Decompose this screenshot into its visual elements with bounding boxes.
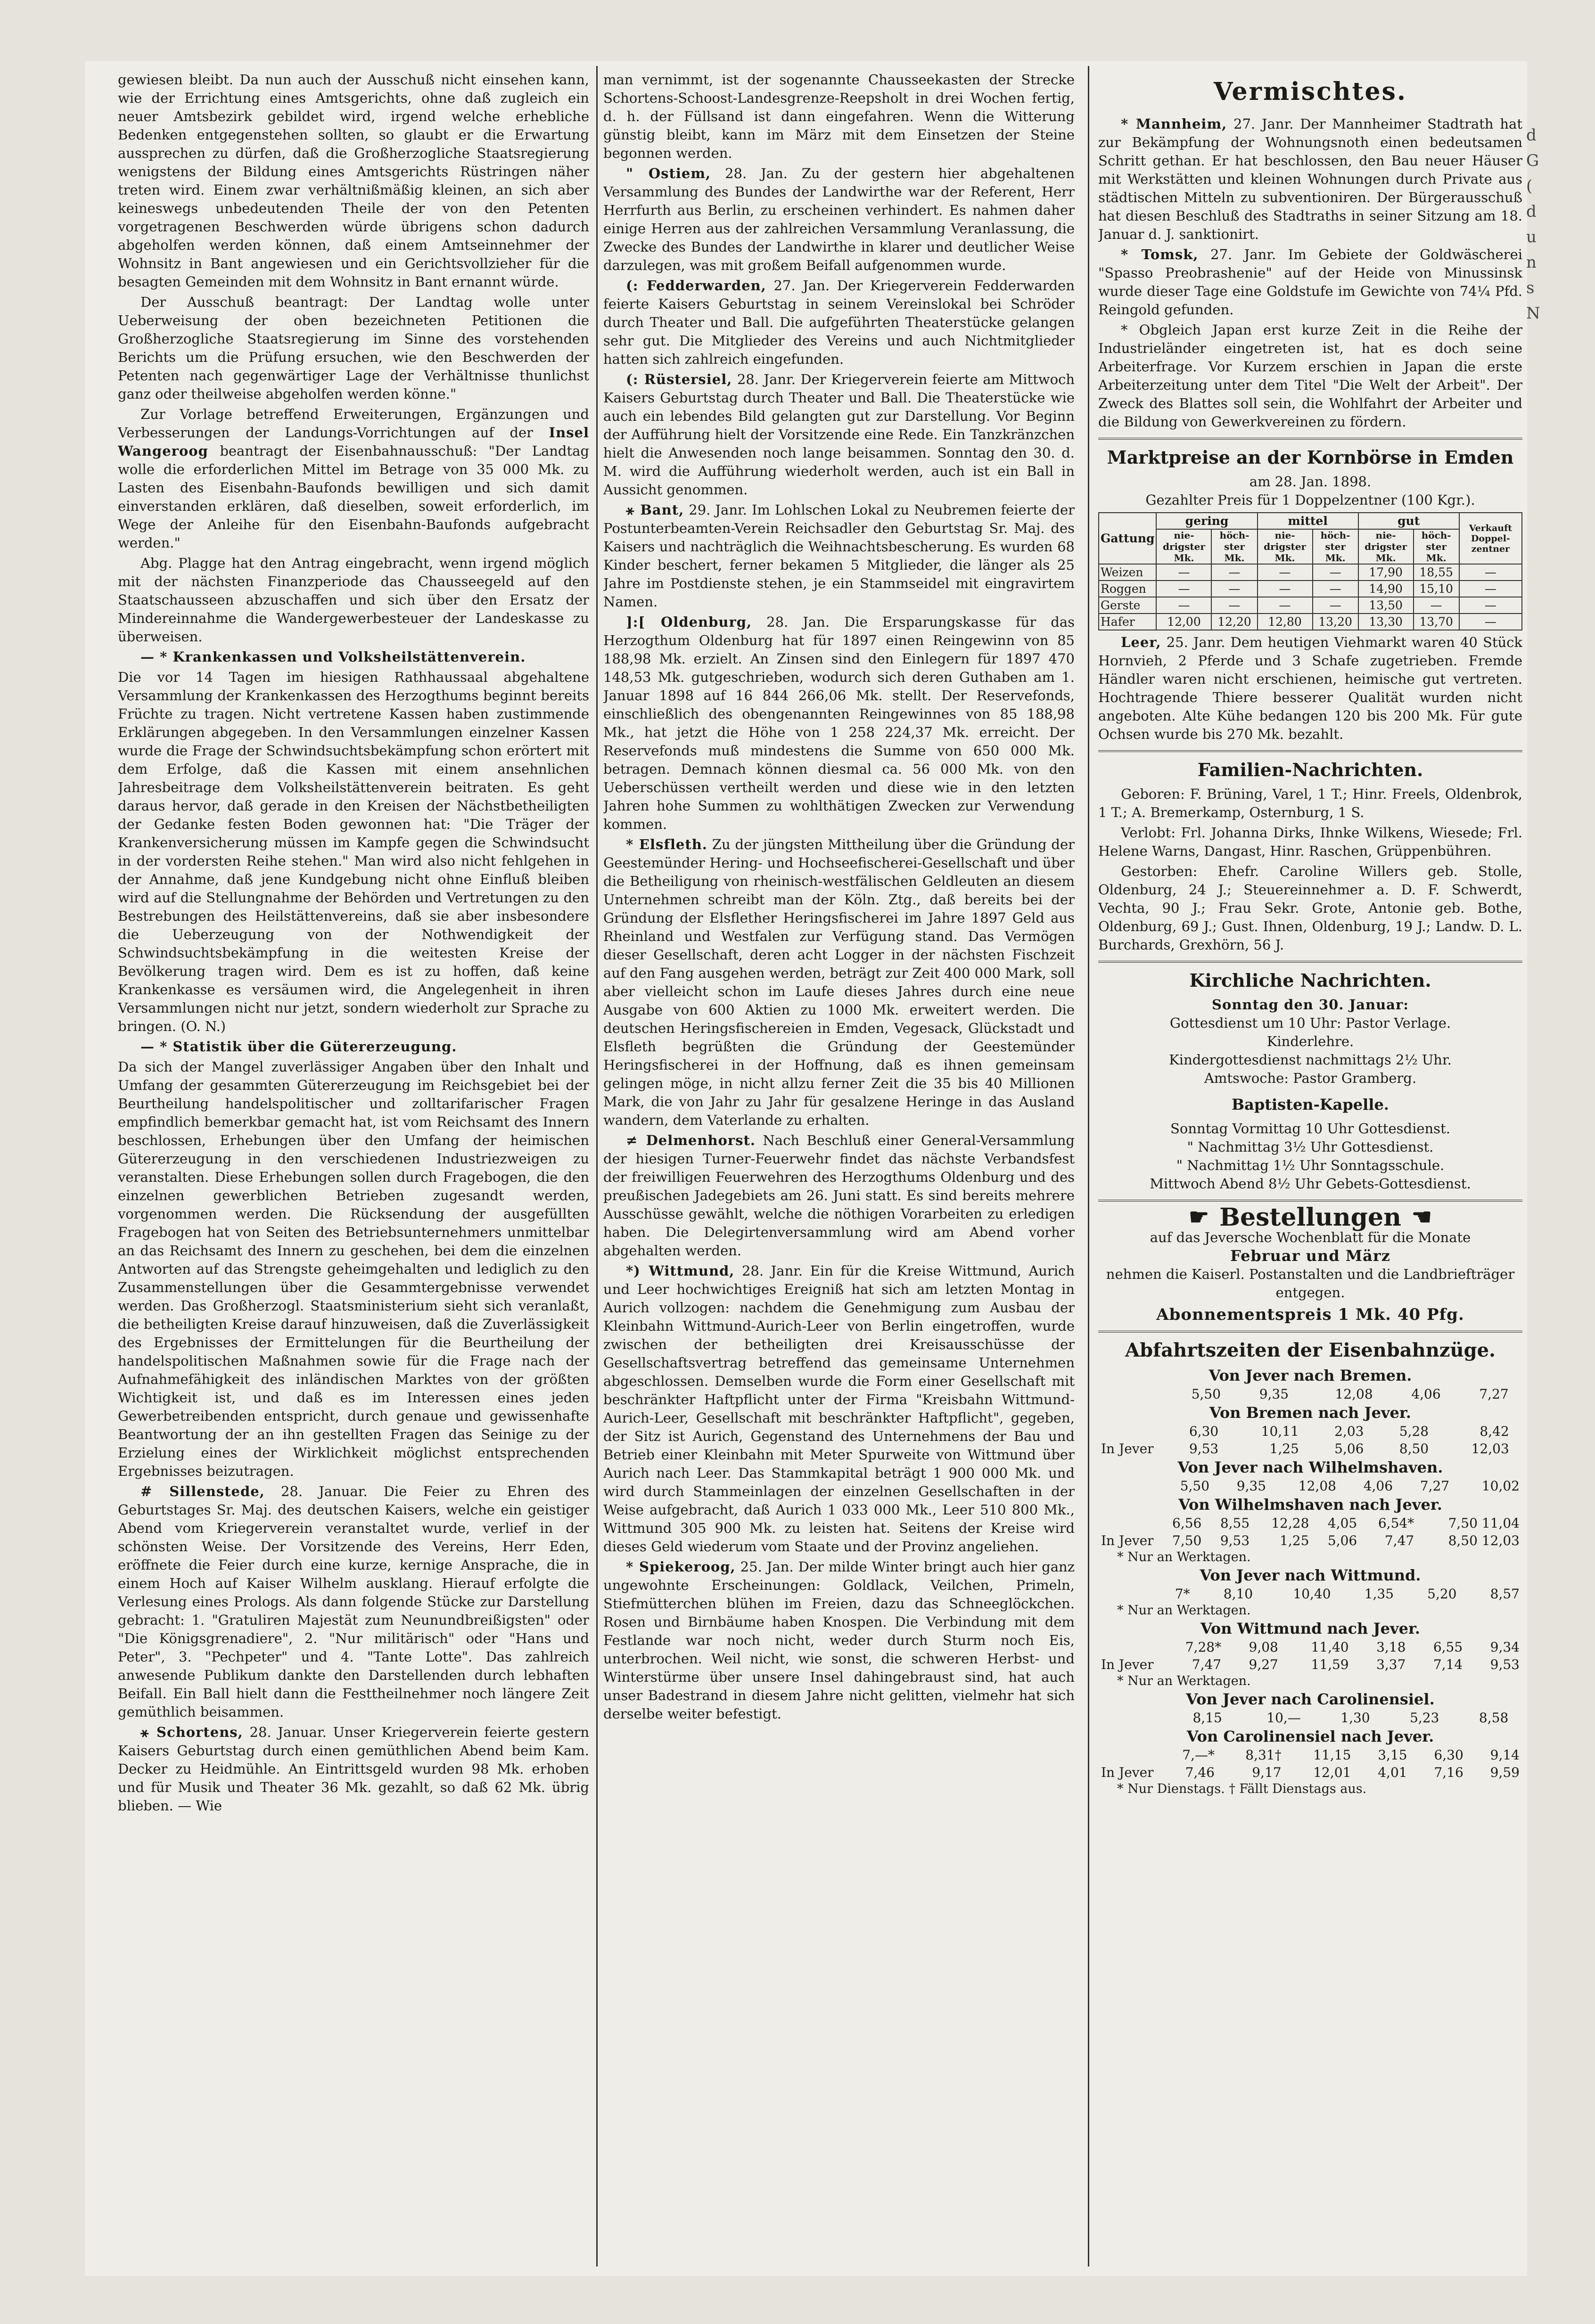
church-line: Gottesdienst um 10 Uhr: Pastor Verlage. [1169, 1015, 1451, 1031]
price-cell: — [1258, 564, 1313, 581]
baptist-line: " Nachmittag 3½ Uhr Gottesdienst. [1187, 1139, 1434, 1155]
article-text: * Tomsk, 27. Janr. Im Gebiete der Goldwäscherei "Spasso Preobrashenie" auf der Heide von Minussinsk wurde dieser Tage eine Goldstufe im Gewichte von 74¼ Pfd. Reingold gefunden. [1098, 246, 1522, 318]
church-line: Kinderlehre. [1266, 1033, 1354, 1049]
route-name: Von Bremen nach Jever. [1209, 1404, 1411, 1422]
article-text: * Spiekeroog, 25. Jan. Der milde Winter bringt auch hier ganz ungewohnte Erscheinungen: Goldlack, Veilchen, Primeln, Stiefmütterchen blühen im Freien, dazu das Schneeglöckchen. Rosen und Birnbäume haben Knospen. Die Verbindung mit dem Festlande war noch nicht, weder durch Sturm noch Eis, unterbrochen. Weil nicht, wie sonst, die schweren Herbst- und Winterstürme über unsere Insel dahingebraust sind, hat auch unser Badestrand in diesem Jahre nicht gelitten, vielmehr hat sich derselbe weiter befestigt. [603, 1559, 1075, 1722]
market-title: Marktpreise an der Kornbörse in Emden [1107, 447, 1514, 468]
column-1 [118, 71, 589, 2262]
departure-time: 11,59 [1311, 1657, 1349, 1672]
departure-time: 5,06 [1327, 1533, 1357, 1548]
price-cell: — [1211, 581, 1257, 597]
departure-time: 9,53 [1490, 1657, 1520, 1672]
departure-time: 6,30 [1189, 1424, 1219, 1439]
route-times [1098, 1585, 1522, 1603]
table-row [1099, 597, 1522, 614]
departure-time [1512, 1423, 1522, 1440]
article-text: ≠ Delmenhorst. Nach Beschluß einer General-Versammlung der hiesigen Turner-Feuerwehr findet das nächste Verbandsfest der freiwilligen Feuerwehren des Herzogthums Oldenburg und des preußischen Jadegebiets am 26. Juni statt. Es sind bereits mehrere Ausschüsse gewählt, welche die nöthigen Vorarbeiten zu erledigen haben. Die Delegirtenversammlung wird am Abend vorher abgehalten werden. [603, 1132, 1075, 1259]
subscription-text: nehmen die Kaiserl. Postanstalten und die Landbriefträger entgegen. [1106, 1266, 1515, 1301]
article-heading: * Tomsk, [1121, 246, 1199, 262]
departure-time [1512, 1440, 1522, 1457]
route-note: * Nur an Werktagen. [1117, 1550, 1251, 1564]
article-text: man vernimmt, ist der sogenannte Chausseekasten der Strecke Schortens-Schoost-Landesgrenze-Reepsholt in drei Wochen fertig, d. h. der Füllsand ist dann eingefahren. Wenn die Witterung günstig bleibt, kann im März mit dem Einsetzen der Steine begonnen werden. [603, 72, 1075, 161]
departure-time: 7,47 [1384, 1533, 1414, 1548]
table-header: Gattung [1099, 513, 1156, 564]
route-name: Von Jever nach Wilhelmshaven. [1177, 1458, 1443, 1476]
church-line: Kindergottesdienst nachmittags 2½ Uhr. [1169, 1052, 1452, 1068]
article-text: ⚹ Bant, 29. Janr. Im Lohlschen Lokal zu Neubremen feierte der Postunterbeamten-Verein Reichsadler den Geburtstag Sr. Maj. des Kaisers und nachträglich die Weihnachtsbescherung. Es wurden 68 Kinder beschert, ferner bekamen 5 Mitglieder, die länger als 25 Jahre im Postdienste stehen, je ein Stammseidel mit eingravirtem Namen. [603, 502, 1075, 610]
departure-time: 7,16 [1434, 1765, 1463, 1780]
column-rule [1088, 66, 1089, 2267]
price-cell: — [1156, 597, 1211, 614]
departure-time: 7,—* [1182, 1747, 1215, 1763]
margin-letter: s [1526, 278, 1535, 297]
price-cell: — [1313, 597, 1358, 614]
subscription-months: Februar und März [1230, 1247, 1390, 1265]
departure-time: 5,50 [1191, 1386, 1221, 1402]
article-text: ⚹ Schortens, 28. Januar. Unser Kriegerverein feierte gestern Kaisers Geburtstag durch einen gemüthlichen Abend beim Kam. Decker zu Heidmühle. An Eintrittsgeld wurden 98 Mk. erhoben und für Musik und Theater 36 Mk. gezahlt, so daß 62 Mk. übrig blieben. — Wie [118, 1724, 589, 1814]
departure-time: 10,11 [1261, 1424, 1299, 1439]
departure-time: 4,01 [1378, 1765, 1407, 1780]
route-times [1098, 1709, 1522, 1727]
price-cell: 12,80 [1258, 614, 1313, 630]
departure-time: 9,27 [1249, 1657, 1278, 1672]
table-row [1098, 1440, 1522, 1457]
route-note: * Nur an Werktagen. [1117, 1674, 1251, 1688]
article-text: Zur Vorlage betreffend Erweiterungen, Ergänzungen und Verbesserungen der Landungs-Vorrichtungen auf der Insel Wangeroog beantragt der Eisenbahnausschuß: "Der Landtag wolle die erforderlichen Mittel im Betrage von 35 000 Mk. zu Lasten des Eisenbahn-Baufonds bewilligen und sich damit einverstanden erklären, daß dieselben, soweit erforderlich, im Wege der Anleihe für den Eisenbahn-Baufonds aufgebracht werden." [118, 406, 589, 551]
departure-time: 1,30 [1340, 1710, 1370, 1726]
article-heading: (: Fedderwarden, [626, 278, 766, 294]
price-cell: — [1313, 581, 1358, 597]
row-label [1098, 1514, 1157, 1532]
divider [1098, 1331, 1522, 1333]
row-label [1098, 1477, 1156, 1495]
departure-time: 12,01 [1313, 1765, 1351, 1780]
row-label [1098, 1423, 1157, 1440]
market-table-body [1099, 564, 1522, 630]
row-label [1098, 1585, 1156, 1603]
departure-time: 7,50 [1172, 1533, 1202, 1548]
route-times [1098, 1477, 1522, 1495]
column-2 [603, 71, 1075, 2262]
article-heading: * Mannheim, [1121, 116, 1227, 132]
train-times-title: Abfahrtszeiten der Eisenbahnzüge. [1125, 1339, 1496, 1361]
departure-time: 6,56 [1172, 1515, 1202, 1531]
departure-time: 7,27 [1479, 1386, 1509, 1402]
margin-letter: u [1526, 228, 1537, 246]
departure-time: 7,14 [1433, 1657, 1463, 1672]
article-heading: " Ostiem, [626, 165, 711, 181]
row-label: In Jever [1101, 1765, 1154, 1780]
route-times [1098, 1514, 1522, 1549]
departure-time: 12,08 [1335, 1386, 1373, 1402]
row-label: In Jever [1101, 1657, 1154, 1672]
article-heading: # Sillenstede, [140, 1483, 265, 1499]
grain-type: Hafer [1099, 614, 1156, 630]
departure-time: 9,35 [1259, 1386, 1289, 1402]
article-text: Der Ausschuß beantragt: Der Landtag wolle unter Ueberweisung der oben bezeichneten Petitionen die Großherzogliche Staatsregierung im Sinne des vorstehenden Berichts um die Prüfung ersuchen, wie den Beschwerden der Petenten nach gegenwärtiger Lage der Verhältnisse thunlichst ganz oder theilweise abgeholfen werden könne." [118, 294, 589, 402]
price-cell: 12,20 [1211, 614, 1257, 630]
departure-time: 9,08 [1249, 1639, 1278, 1655]
departure-time: 5,28 [1399, 1424, 1429, 1439]
market-date: am 28. Jan. 1898. [1249, 474, 1372, 490]
price-cell: — [1156, 564, 1211, 581]
route-times [1098, 1746, 1522, 1781]
article-text: # Sillenstede, 28. Januar. Die Feier zu Ehren des Geburtstages Sr. Maj. des deutschen Kaisers, welche ein geistiger Abend vom Kriegerverein veranstaltet wurde, verlief in der schönsten Weise. Der Vorsitzende des Vereins, Herr Eden, eröffnete die Feier durch eine kurze, kernige Ansprache, die in einem Hoch auf Kaiser Wilhelm ausklang. Hierauf erfolgte die Verlesung eines Prologs. Als dann folgende Stücke zur Darstellung gebracht: 1. "Gratuliren Majestät zum Neunundbreißigsten" oder "Die Königsgrenadiere", 2. "Nur militärisch" oder "Hans und Peter", 3. "Pechpeter" und 4. "Tante Lotte". Das zahlreich anwesende Publikum dankte den Darstellenden durch lebhaften Beifall. Ein Ball hielt dann die Festtheilnehmer noch längere Zeit gemüthlich beisammen. [118, 1483, 589, 1720]
article-text: * Obgleich Japan erst kurze Zeit in die Reihe der Industrieländer eingetreten ist, hat es doch seine Arbeiterfrage. Vor Kurzem erschien in Japan die erste Arbeiterzeitung unter dem Titel "Die Welt der Arbeit". Der Zweck des Blattes soll sein, die Wohlfahrt der Arbeiter und die Bildung von Gewerkvereinen zu fördern. [1098, 322, 1522, 430]
table-row [1098, 1385, 1522, 1403]
route-name: Von Carolinensiel nach Jever. [1186, 1727, 1434, 1745]
table-row [1098, 1709, 1522, 1727]
price-cell: 13,20 [1313, 614, 1358, 630]
table-row [1098, 1532, 1522, 1549]
subscription-banner [1098, 1203, 1522, 1232]
departure-time: 12,08 [1298, 1478, 1336, 1494]
table-header: Verkauft Doppel- zentner [1459, 513, 1522, 564]
table-row [1098, 1656, 1522, 1673]
departure-time: 5,20 [1427, 1586, 1457, 1602]
article-text: * Elsfleth. Zu der jüngsten Mittheilung über die Gründung der Geestemünder Hering- und Hochseefischerei-Gesellschaft und über die Betheiligung von rheinisch-westfälischen Geldleuten an diesem Unternehmen schreibt man der Köln. Ztg., daß bereits bei der Gründung der Elsflether Heringsfischerei im Jahre 1897 Geld aus Rheinland und Westfalen zur Verfügung stand. Das Vermögen dieser Gesellschaft, deren acht Logger in der nächsten Fischzeit auf den Fang ausgehen werden, beträgt zur Zeit 400 000 Mark, soll aber vielleicht schon im Laufe dieses Jahres durch eine neue Ausgabe von 600 Aktien zu 1000 Mk. erweitert werden. Die deutschen Heringsfischereien in Emden, Vegesack, Glückstadt und Elsfleth begrüßten die Gründung der Geestemünder Heringsfischerei in der Hoffnung, daß es ihnen gemeinsam gelingen möge, in nicht allzu ferner Zeit die 35 bis 40 Millionen Mark, die von Jahr zu Jahr für gesalzene Heringe in das Ausland wandern, dem Vaterlande zu erhalten. [603, 836, 1075, 1128]
price-cell: — [1258, 597, 1313, 614]
article-text: *) Wittmund, 28. Janr. Ein für die Kreise Wittmund, Aurich und Leer hochwichtiges Ereigniß hat sich am letzten Montag in Aurich vollzogen: nachdem die Genehmigung zum Ausbau der Kleinbahn Wittmund-Aurich-Leer von Berlin eingetroffen, wurde zwischen der betheiligten drei Kreisausschüsse der Gesellschaftsvertrag betreffend das gemeinsame Unternehmen abgeschlossen. Demselben wurde die Form einer Gesellschaft mit beschränkter Haftpflicht unter der Firma "Kreisbahn Wittmund-Aurich-Leer, Gesellschaft mit beschränkter Haftpflicht", gegeben, der Sitz ist Aurich, Gegenstand des Unternehmens der Bau und Betrieb einer Kleinbahn mit Meter Spurweite von Wittmund über Aurich nach Leer. Das Stammkapital beträgt 1 900 000 Mk. und wird durch Stammeinlagen der einzelnen Gesellschaften in der Weise aufgebracht, daß Aurich 1 033 000 Mk., Leer 510 800 Mk., Wittmund 305 900 Mk. zu leisten hat. Seitens der Kreise wird dieses Geld wiederum vom Staate und der Provinz angeliehen. [603, 1263, 1075, 1555]
table-row [1098, 1585, 1522, 1603]
family-engaged: Verlobt: Frl. Johanna Dirks, Ihnke Wilkens, Wiesede; Frl. Helene Warns, Dangast, Hinr. Raschen, Grüppenbühren. [1098, 825, 1522, 859]
family-died: Gestorben: Ehefr. Caroline Willers geb. Stolle, Oldenburg, 24 J.; Steuereinnehmer a. D. F. Schwerdt, Vechta, 90 J.; Frau Sekr. Grote, Antonie geb. Bothe, Oldenburg, 69 J.; Gust. Ihnen, Oldenburg, 19 J.; Landw. D. L. Burchards, Grexhörn, 56 J. [1098, 863, 1522, 953]
table-header: höch- ster Mk. [1211, 529, 1257, 564]
article-text: (: Fedderwarden, 27. Jan. Der Kriegerverein Fedderwarden feierte Kaisers Geburtstag in seinem Vereinslokal bei Schröder durch Theater und Ball. Die aufgeführten Theaterstücke gelangen sehr gut. Die Mitglieder des Vereins und auch Nichtmitglieder hatten sich zahlreich eingefunden. [603, 278, 1075, 367]
price-cell: 13,30 [1358, 614, 1414, 630]
departure-time: 9,59 [1490, 1765, 1520, 1780]
divider [1098, 750, 1522, 752]
table-row [1099, 564, 1522, 581]
table-header: nie- drigster Mk. [1358, 529, 1414, 564]
route-times [1098, 1423, 1522, 1457]
departure-time: 2,03 [1334, 1424, 1364, 1439]
price-cell: — [1459, 564, 1522, 581]
row-label [1098, 1385, 1156, 1403]
price-cell: 13,50 [1358, 597, 1414, 614]
departure-time: 4,06 [1363, 1478, 1393, 1494]
departure-time: 7* [1175, 1586, 1190, 1602]
price-cell: 18,55 [1414, 564, 1459, 581]
article-heading: ⚹ Schortens, [140, 1724, 243, 1740]
departure-time: 3,37 [1376, 1657, 1406, 1672]
departure-time: 6,54* [1378, 1515, 1414, 1531]
table-row [1098, 1514, 1522, 1532]
article-heading: (: Rüstersiel, [626, 371, 732, 387]
route-name: Von Wilhelmshaven nach Jever. [1178, 1496, 1442, 1514]
article-heading: * Elsfleth. [626, 836, 707, 852]
price-cell: — [1313, 564, 1358, 581]
church-date: Sonntag den 30. Januar: [1212, 997, 1409, 1013]
price-cell: — [1211, 597, 1257, 614]
baptist-line: Sonntag Vormittag 10 Uhr Gottesdienst. [1170, 1121, 1450, 1137]
pointing-hand-left-icon: ☚ [1411, 1204, 1432, 1230]
departure-time: 3,18 [1376, 1639, 1406, 1655]
divider [1098, 961, 1522, 963]
departure-time [1512, 1385, 1522, 1403]
article-text: ]:[ Oldenburg, 28. Jan. Die Ersparungskasse für das Herzogthum Oldenburg hat für 1897 einen Reingewinn von 85 188,98 Mk. erzielt. An Zinsen sind den Einlegern für 1897 470 148,53 Mk. gutgeschrieben, wodurch sich deren Guthaben am 1. Januar 1898 auf 16 844 266,06 Mk. stellt. Der Reservefonds, einschließlich des obengenannten Reingewinnes von 85 188,98 Mk., hat jetzt die Höhe von 1 258 224,37 Mk. erreicht. Der Reservefonds muß mindestens die Summe von 650 000 Mk. betragen. Demnach können diesmal ca. 56 000 Mk. von den Ueberschüssen vertheilt werden und diese wie in den letzten Jahren hohe Summen zu wohlthätigen Zwecken zur Verwendung kommen. [603, 614, 1075, 832]
route-times [1098, 1638, 1522, 1673]
margin-letter: n [1526, 253, 1537, 272]
departure-time: 1,25 [1280, 1533, 1309, 1548]
departure-time: 4,05 [1327, 1515, 1357, 1531]
departure-time: 8,50 [1399, 1441, 1429, 1457]
subscription-price: Abonnementspreis 1 Mk. 40 Pfg. [1156, 1305, 1464, 1324]
newspaper-page [85, 61, 1527, 2276]
departure-time: 7,47 [1192, 1657, 1222, 1672]
grain-type: Roggen [1099, 581, 1156, 597]
departure-time: 5,06 [1334, 1441, 1364, 1457]
price-cell: 13,70 [1414, 614, 1459, 630]
departure-time: 7,50 11,04 [1448, 1515, 1520, 1531]
article-heading: * Spiekeroog, [626, 1559, 736, 1575]
departure-time: 12,03 [1471, 1441, 1509, 1457]
article-text: Da sich der Mangel zuverlässiger Angaben über den Inhalt und Umfang der gesammten Gütererzeugung im Reichsgebiet bei der Beurtheilung handelspolitischer und zolltarifarischer Fragen empfindlich bemerkbar gemacht hat, ist vom Reichsamt des Innern beschlossen, Erhebungen über den Umfang der heimischen Gütererzeugung in den verschiedenen Industriezweigen zu veranstalten. Diese Erhebungen sollen durch Fragebogen, die den einzelnen gewerblichen Betrieben zugesandt werden, vorgenommen werden. Die Rücksendung der ausgefüllten Fragebogen hat von Seiten des Betriebsunternehmers unmittelbar an das Reichsamt des Innern zu geschehen, bei dem die einzelnen Antworten auf das Strengste geheimgehalten und lediglich zu den Zusammenstellungen über die Gesammtergebnisse verwendet werden. Das Großherzogl. Staatsministerium sieht sich veranlaßt, die betheiligten Kreise darauf hinzuweisen, daß die Zuverlässigkeit des Ergebnisses der Ermittelungen für die Beurtheilung der handelspolitischen Maßnahmen sowie für die Frage nach der Aufnahmefähigkeit des inländischen Marktes von der größten Wichtigkeit ist, und daß es im Interessen eines jeden Gewerbetreibenden entspricht, durch genaue und gewissenhafte Beantwortung der an ihn gestellten Fragen das Seinige zu der Erzielung eines der Wirklichkeit möglichst entsprechenden Ergebnisses beizutragen. [118, 1059, 589, 1479]
margin-letter: ( [1526, 177, 1533, 196]
row-label: In Jever [1101, 1441, 1154, 1457]
departure-time: 9,53 [1189, 1441, 1219, 1457]
price-cell: 15,10 [1414, 581, 1459, 597]
train-timetable [1098, 1366, 1522, 1797]
departure-time: 7,46 [1185, 1765, 1215, 1780]
route-note: * Nur Dienstags. † Fällt Dienstags aus. [1117, 1782, 1367, 1796]
departure-time: 8,55 [1220, 1515, 1250, 1531]
church-line: Amtswoche: Pastor Gramberg. [1204, 1070, 1417, 1086]
departure-time: 4,06 [1411, 1386, 1441, 1402]
departure-time: 6,55 [1433, 1639, 1463, 1655]
departure-time: 9,35 [1236, 1478, 1266, 1494]
article-text: * Mannheim, 27. Janr. Der Mannheimer Stadtrath hat zur Bekämpfung der Wohnungsnoth einen bedeutsamen Schritt gethan. Er hat beschlossen, den Bau neuer Häuser mit Werkstätten und kleinen Wohnungen durch Private aus städtischen Mitteln zu subventioniren. Der Bürgerausschuß hat diesen Beschluß des Stadtraths in seiner Sitzung am 18. Januar d. J. sanktionirt. [1098, 116, 1522, 242]
family-born: Geboren: F. Brüning, Varel, 1 T.; Hinr. Freels, Oldenbrok, 1 T.; A. Bremerkamp, Osternburg, 1 S. [1098, 786, 1522, 820]
table-row [1098, 1746, 1522, 1764]
article-heading: Leer, [1121, 634, 1161, 650]
table-row [1098, 1638, 1522, 1656]
table-header: gut [1358, 513, 1459, 529]
column-rule [596, 66, 598, 2267]
departure-time: 9,34 [1490, 1639, 1520, 1655]
departure-time: 8,58 [1479, 1710, 1509, 1726]
table-row [1099, 581, 1522, 597]
row-label [1098, 1709, 1156, 1727]
column-3 [1098, 71, 1522, 2262]
departure-time: 6,30 [1434, 1747, 1463, 1763]
article-text: Abg. Plagge hat den Antrag eingebracht, wenn irgend möglich mit der nächsten Finanzperiode das Chausseegeld auf den Staatschausseen abzuschaffen und sich über den Ersatz der Mindereinnahme die Wandergewerbesteuer der Landeskasse zu überweisen. [118, 555, 589, 645]
departure-time: 8,31† [1245, 1747, 1282, 1763]
departure-time: 7,28* [1185, 1639, 1222, 1655]
price-cell: 12,00 [1156, 614, 1211, 630]
price-cell: — [1459, 581, 1522, 597]
article-text: Die vor 14 Tagen im hiesigen Rathhaussaal abgehaltene Versammlung der Krankenkassen des Herzogthums beginnt bereits Früchte zu tragen. Nicht vertretene Kassen haben zustimmende Erklärungen abgegeben. In den Versammlungen einzelner Kassen wurde die Frage der Schwindsuchtsbekämpfung schon erörtert mit dem Erfolge, daß die Kassen mit einem ansehnlichen Jahresbeitrage dem Volksheilstättenverein beitraten. Es geht daraus hervor, daß gerade in den Kreisen der Nächstbetheiligten der Gedanke festen Boden gewonnen hat: "Die Träger der Krankenversicherung müssen im Kampfe gegen die Schwindsucht in der vordersten Reihe stehen." Man wird also nicht fehlgehen in der Annahme, daß jene Kundgebung nicht ohne Einfluß bleiben wird auf die Stellungnahme der Behörden und Vertretungen zu den Bestrebungen des Heilstättenvereins, daß sie aber insbesondere die Ueberzeugung von der Nothwendigkeit der Schwindsuchtsbekämpfung in die weitesten Kreise der Bevölkerung tragen wird. Dem es ist zu hoffen, daß keine Krankenkasse es versäumen wird, die Angelegenheit in ihren Versammlungen nicht nur jetzt, sondern wiederholt zur Sprache zu bringen. (O. N.) [118, 669, 589, 1034]
table-header: höch- ster Mk. [1414, 529, 1459, 564]
grain-type: Weizen [1099, 564, 1156, 581]
price-cell: — [1414, 597, 1459, 614]
table-header: höch- ster Mk. [1313, 529, 1358, 564]
departure-time: 10,02 [1481, 1478, 1520, 1494]
table-header: mittel [1258, 513, 1358, 529]
church-news-title: Kirchliche Nachrichten. [1189, 970, 1431, 991]
departure-time: 8,57 [1490, 1586, 1520, 1602]
article-text: gewiesen bleibt. Da nun auch der Ausschuß nicht einsehen kann, wie der Errichtung eines Amtsgerichts, ohne daß zugleich ein neuer Amtsbezirk gebildet wird, irgend welche erhebliche Bedenken entgegenstehen sollten, so glaubt er die Erwartung aussprechen zu dürfen, daß die Großherzogliche Staatsregierung wenigstens der Bildung eines Amtsgerichts Rüstringen näher treten wird. Einem zwar verhältnißmäßig kleinen, an sich aber keineswegs unbedeutenden Theile der von den Petenten vorgetragenen Beschwerden würde übrigens schon dadurch abgeholfen werden können, daß einem Amtseinnehmer der Wohnsitz in Bant angewiesen und ein Gerichtsvollzieher für die besagten Gemeinden mit dem Wohnsitz in Bant ernannt würde. [118, 72, 589, 290]
pointing-hand-right-icon: ☛ [1189, 1204, 1209, 1230]
article-heading: Insel Wangeroog [118, 425, 589, 459]
family-news-title: Familien-Nachrichten. [1197, 759, 1423, 780]
article-text: " Ostiem, 28. Jan. Zu der gestern hier abgehaltenen Versammlung des Bundes der Landwirthe war der Referent, Herr Herrfurth aus Berlin, zu erscheinen verhindert. Es nahmen daher einige Herren aus der zahlreichen Versammlung Veranlassung, die Zwecke des Bundes der Landwirthe in klarer und deutlicher Weise darzulegen, was mit großem Beifall aufgenommen wurde. [603, 165, 1075, 273]
departure-time: 11,15 [1313, 1747, 1351, 1763]
route-times [1098, 1385, 1522, 1403]
departure-time: 9,53 [1220, 1533, 1250, 1548]
price-cell: — [1258, 581, 1313, 597]
baptist-line: Mittwoch Abend 8½ Uhr Gebets-Gottesdienst. [1150, 1176, 1471, 1192]
price-cell: — [1156, 581, 1211, 597]
article-heading: ⚹ Bant, [626, 502, 684, 518]
departure-time: 9,17 [1252, 1765, 1282, 1780]
table-header: nie- drigster Mk. [1156, 529, 1211, 564]
price-cell: — [1211, 564, 1257, 581]
route-name: Von Wittmund nach Jever. [1200, 1620, 1421, 1637]
subscription-text: auf das Jeversche Wochenblatt für die Monate [1150, 1229, 1471, 1245]
row-label [1098, 1638, 1157, 1656]
subscription-title: Bestellungen [1219, 1203, 1401, 1232]
departure-time: 8,15 [1192, 1710, 1222, 1726]
article-heading: *) Wittmund, [626, 1263, 735, 1279]
table-header: gering [1156, 513, 1257, 529]
margin-fragment [1526, 123, 1592, 326]
price-cell: — [1459, 614, 1522, 630]
article-heading: — * Krankenkassen und Volksheilstättenverein. [140, 649, 526, 665]
departure-time: 5,50 [1180, 1478, 1210, 1494]
row-label [1098, 1746, 1157, 1764]
table-row [1098, 1423, 1522, 1440]
table-row [1099, 614, 1522, 630]
price-cell: — [1459, 597, 1522, 614]
departure-time: 1,35 [1364, 1586, 1394, 1602]
departure-time: 8,50 12,03 [1448, 1533, 1520, 1548]
departure-time: 12,28 [1271, 1515, 1309, 1531]
article-text: Leer, 25. Janr. Dem heutigen Viehmarkt waren 40 Stück Hornvieh, 2 Pferde und 3 Schafe zugetrieben. Fremde Händler waren nicht erschienen, heimische gut vertreten. Hochtragende Thiere besserer Qualität wurden nicht angeboten. Alte Kühe bedangen 120 bis 200 Mk. Für gute Ochsen wurde bis 270 Mk. bezahlt. [1098, 634, 1522, 742]
departure-time [1511, 1709, 1522, 1727]
departure-time: 9,14 [1490, 1747, 1520, 1763]
departure-time: 10,40 [1293, 1586, 1331, 1602]
route-name: Von Jever nach Carolinensiel. [1186, 1690, 1435, 1708]
article-heading: ≠ Delmenhorst. [626, 1132, 756, 1148]
divider [1098, 1200, 1522, 1202]
margin-letter: d [1526, 126, 1537, 145]
price-cell: 17,90 [1358, 564, 1414, 581]
table-header: nie- drigster Mk. [1258, 529, 1313, 564]
market-table [1098, 512, 1522, 630]
departure-time: 11,40 [1311, 1639, 1349, 1655]
grain-type: Gerste [1099, 597, 1156, 614]
section-title: Vermischtes. [1213, 77, 1407, 106]
margin-letter: N [1526, 304, 1540, 323]
departure-time: 8,42 [1480, 1424, 1509, 1439]
baptist-title: Baptisten-Kapelle. [1232, 1096, 1389, 1113]
departure-time: 1,25 [1269, 1441, 1299, 1457]
margin-letter: G [1526, 151, 1539, 170]
divider [1098, 438, 1522, 440]
departure-time: 7,27 [1420, 1478, 1450, 1494]
route-note: * Nur an Werktagen. [1117, 1603, 1251, 1618]
margin-letter: d [1526, 202, 1537, 221]
table-row [1098, 1477, 1522, 1495]
departure-time: 8,10 [1223, 1586, 1253, 1602]
route-name: Von Jever nach Wittmund. [1200, 1566, 1421, 1584]
price-cell: 14,90 [1358, 581, 1414, 597]
departure-time: 10,— [1266, 1710, 1301, 1726]
route-name: Von Jever nach Bremen. [1209, 1367, 1412, 1384]
article-heading: — * Statistik über die Gütererzeugung. [140, 1039, 457, 1055]
departure-time: 3,15 [1378, 1747, 1407, 1763]
article-heading: ]:[ Oldenburg, [626, 614, 752, 630]
row-label: In Jever [1101, 1533, 1154, 1548]
baptist-line: " Nachmittag 1½ Uhr Sonntagsschule. [1176, 1157, 1445, 1173]
table-row [1098, 1764, 1522, 1781]
departure-time: 5,23 [1410, 1710, 1439, 1726]
market-note: Gezahlter Preis für 1 Doppelzentner (100 Kgr.). [1145, 492, 1475, 508]
article-text: (: Rüstersiel, 28. Janr. Der Kriegerverein feierte am Mittwoch Kaisers Geburtstag durch Theater und Ball. Die Theaterstücke wie auch ein lebendes Bild gelangten gut zur Darstellung. Vor Beginn der Aufführung hielt der Vorsitzende eine Rede. Ein Tanzkränzchen hielt die Anwesenden noch lange beisammen. Sonntag den 30. d. M. wird die Aufführung wiederholt werden, auch ist ein Ball in Aussicht genommen. [603, 371, 1075, 498]
